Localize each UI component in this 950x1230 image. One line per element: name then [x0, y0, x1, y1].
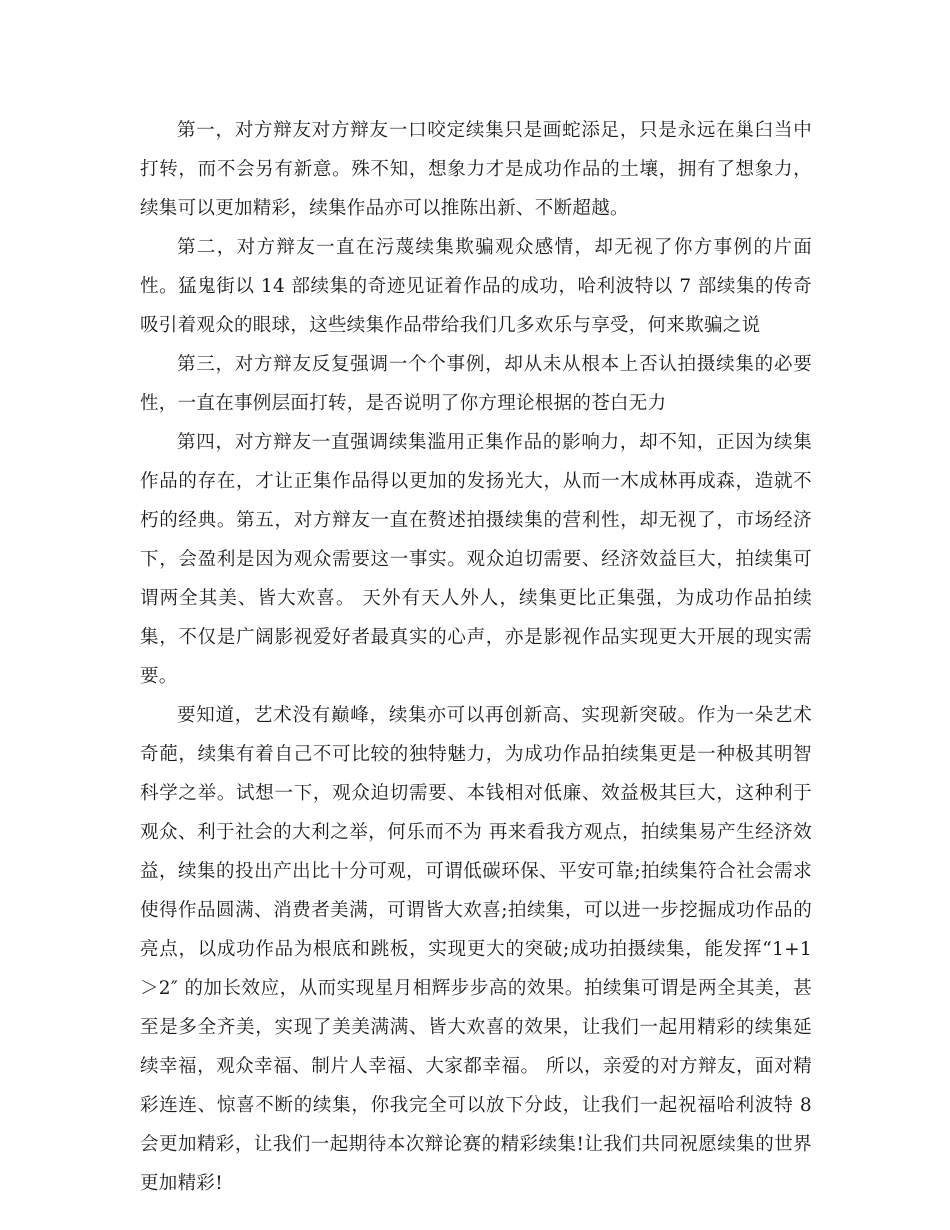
paragraph-third-rebuttal: 第三，对方辩友反复强调一个个事例，却从未从根本上否认拍摄续集的必要性，一直在事例层面打转，是否说明了你方理论根据的苍白无力 — [140, 354, 812, 414]
paragraph-first-rebuttal: 第一，对方辩友对方辩友一口咬定续集只是画蛇添足，只是永远在巢臼当中打转，而不会另有新意。殊不知，想象力才是成功作品的土壤，拥有了想象力，续集可以更加精彩，续集作品亦可以推陈出新、不断超越。 — [140, 120, 812, 219]
paragraph-conclusion: 要知道，艺术没有巅峰，续集亦可以再创新高、实现新突破。作为一朵艺术奇葩，续集有着自己不可比较的独特魅力，为成功作品拍续集更是一种极其明智科学之举。试想一下，观众迫切需要、本钱相对低廉、效益极其巨大，这种利于观众、利于社会的大利之举，何乐而不为 再来看我方观点，拍续集易产生经济效益，续集的投出产出比十分可观，可谓低碳环保、平安可靠;拍续集符合社会需求使得作品圆满、消费者美满，可谓皆大欢喜;拍续集，可以进一步挖掘成功作品的亮点，以成功作品为根底和跳板，实现更大的突破;成功拍摄续集，能发挥“1+1＞2″ 的加长效应，从而实现星月相辉步步高的效果。拍续集可谓是两全其美，甚至是多全齐美，实现了美美满满、皆大欢喜的效果，让我们一起用精彩的续集延续幸福，观众幸福、制片人幸福、大家都幸福。 所以，亲爱的对方辩友，面对精彩连连、惊喜不断的续集，你我完全可以放下分歧，让我们一起祝福哈利波特 8 会更加精彩，让我们一起期待本次辩论赛的精彩续集!让我们共同祝愿续集的世界更加精彩! — [140, 705, 812, 1194]
document-body — [140, 111, 812, 1203]
paragraph-fourth-fifth-rebuttal: 第四，对方辩友一直强调续集滥用正集作品的影响力，却不知，正因为续集作品的存在，才让正集作品得以更加的发扬光大，从而一木成林再成森，造就不朽的经典。第五，对方辩友一直在赘述拍摄续集的营利性，却无视了，市场经济下，会盈利是因为观众需要这一事实。观众迫切需要、经济效益巨大，拍续集可谓两全其美、皆大欢喜。 天外有天人外人，续集更比正集强，为成功作品拍续集，不仅是广阔影视爱好者最真实的心声，亦是影视作品实现更大开展的现实需要。 — [140, 432, 812, 687]
paragraph-second-rebuttal: 第二，对方辩友一直在污蔑续集欺骗观众感情，却无视了你方事例的片面性。猛鬼街以 14 部续集的奇迹见证着作品的成功，哈利波特以 7 部续集的传奇吸引着观众的眼球，这些续集作品带给我们几多欢乐与享受，何来欺骗之说 — [140, 237, 812, 336]
